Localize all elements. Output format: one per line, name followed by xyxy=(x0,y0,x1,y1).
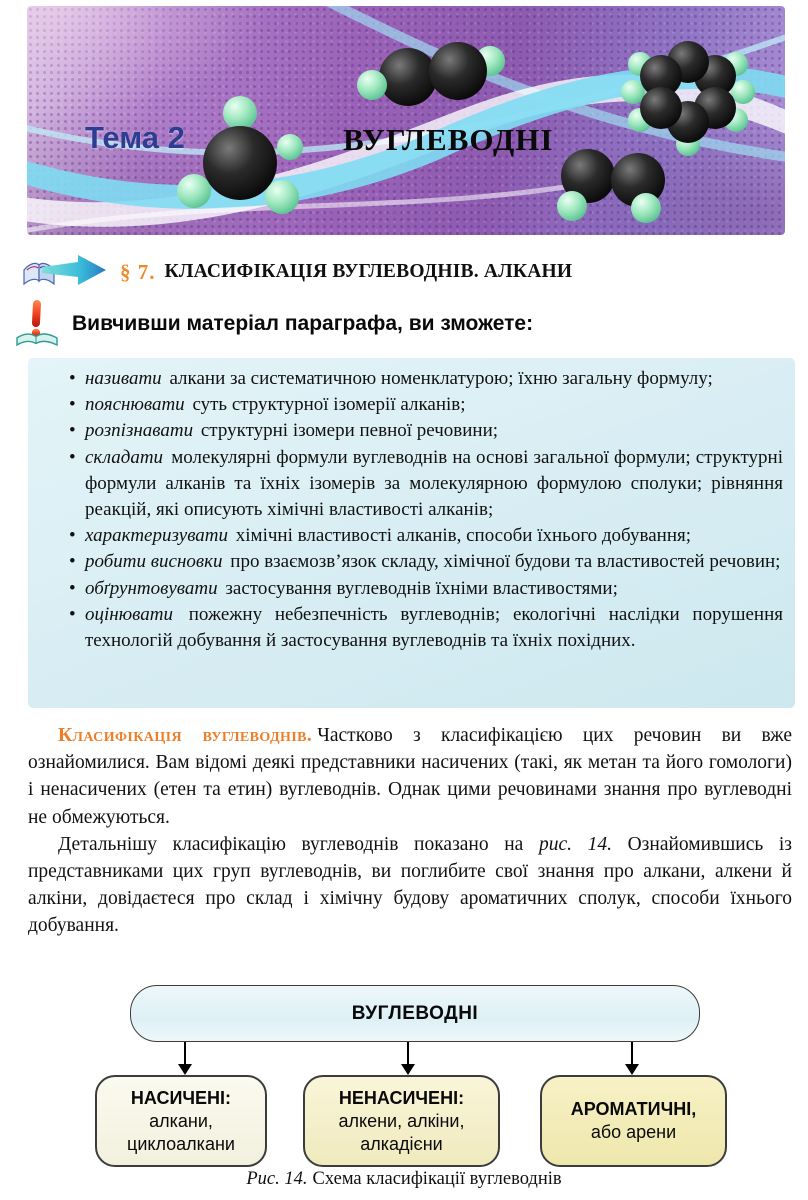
theme-label: Тема 2 xyxy=(85,120,185,155)
figure-box-aromatic xyxy=(540,1075,727,1167)
objectives-intro: Вивчивши матеріал параграфа, ви зможете: xyxy=(72,312,534,335)
paragraph-figure-reference xyxy=(28,831,792,940)
objective-verb: робити висновки xyxy=(85,551,223,573)
figure-box-line: алкани, xyxy=(149,1110,213,1131)
figure-caption-number: Рис. 14. xyxy=(246,1169,308,1189)
objective-verb: обґрунтовувати xyxy=(85,577,218,599)
objective-verb: розпізнавати xyxy=(85,420,194,442)
objective-item xyxy=(68,602,783,654)
figure-box-saturated xyxy=(95,1075,267,1167)
figure-box-line: циклоалкани xyxy=(127,1133,235,1154)
objective-item xyxy=(68,392,783,418)
objective-verb: складати xyxy=(85,446,164,468)
objective-verb: оцінювати xyxy=(85,603,173,625)
figure-root-box xyxy=(130,985,700,1042)
figure-box-title: НАСИЧЕНІ: xyxy=(130,1087,232,1108)
chapter-banner xyxy=(27,6,785,235)
objective-item xyxy=(68,445,783,524)
objective-text: суть структурної ізомерії алканів; xyxy=(192,394,466,416)
objective-verb: характеризувати xyxy=(85,525,229,547)
objective-verb: називати xyxy=(85,368,162,389)
paragraph-text: Детальнішу класифікацію вуглеводнів показано на xyxy=(58,833,539,855)
figure-box-line: алкени, алкіни, xyxy=(338,1110,465,1131)
section-number: § 7. xyxy=(120,259,156,284)
section-title: КЛАСИФІКАЦІЯ ВУГЛЕВОДНІВ. АЛКАНИ xyxy=(164,261,573,282)
objective-text: застосування вуглеводнів їхніми властивостями; xyxy=(225,577,618,599)
paragraph-text: Ознайомившись із представниками цих груп вуглеводнів, ви поглибите свої знання про алкани, алкени й алкіни, довідаєтеся про склад і хімічну будову ароматичних сполук, способи їхнього добування. xyxy=(28,833,793,937)
objective-item xyxy=(68,418,783,444)
figure-box-unsaturated xyxy=(303,1075,500,1167)
arrow-down-icon xyxy=(625,1042,639,1075)
figure-box-line: алкадієни xyxy=(360,1133,443,1154)
objective-text: пожежну небезпечність вуглеводнів; екологічні наслідки порушення технологій добування й застосування вуглеводнів та їхніх похідних. xyxy=(85,603,783,652)
figure-box-title: НЕНАСИЧЕНІ: xyxy=(338,1087,465,1108)
objective-item xyxy=(68,549,783,575)
objective-item xyxy=(68,576,783,602)
open-book-arrow-icon xyxy=(22,252,110,292)
objective-item xyxy=(68,366,783,392)
objectives-box xyxy=(28,358,795,708)
objective-text: алкани за систематичною номенклатурою; їхню загальну формулу; xyxy=(169,368,713,389)
figure-reference: рис. 14. xyxy=(538,833,612,855)
objective-text: структурні ізомери певної речовини; xyxy=(200,420,499,442)
chapter-title: ВУГЛЕВОДНІ xyxy=(343,122,554,157)
body-text xyxy=(28,722,792,940)
objectives-list xyxy=(28,358,795,654)
figure-caption-text: Схема класифікації вуглеводнів xyxy=(312,1169,562,1189)
objective-text: хімічні властивості алканів, способи їхнього добування; xyxy=(235,525,692,547)
objective-text: про взаємозв’язок складу, хімічної будови та властивостей речовин; xyxy=(230,551,781,573)
objectives-header xyxy=(15,299,533,349)
figure-box-line: або арени xyxy=(590,1122,677,1142)
molecule-methane xyxy=(177,96,303,214)
paragraph-classification xyxy=(28,722,792,831)
figure-14-diagram xyxy=(0,975,808,1200)
arrow-down-icon xyxy=(401,1042,415,1075)
paragraph-lead: Класифікація вуглеводнів. xyxy=(58,725,313,746)
objective-item xyxy=(68,523,783,549)
objective-text: молекулярні формули вуглеводнів на основі загальної формули; структурні формули алканів та їхніх ізомерів за молекулярною формулою сполуки; рівняння реакцій, які описують хімічні властивості алканів; xyxy=(85,446,783,521)
molecule-ethylene xyxy=(557,149,665,223)
figure-root-label: ВУГЛЕВОДНІ xyxy=(351,1002,479,1024)
figure-caption xyxy=(0,1169,808,1190)
section-heading xyxy=(22,252,572,292)
arrow-down-icon xyxy=(178,1042,192,1075)
paragraph-text: Частково з класифікацією цих речовин ви вже ознайомилися. Вам відомі деякі представники насичених (такі, як метан та його гомологи) і ненасичених (етен та етин) вуглеводнів. Однак цими речовинами знання про вуглеводні не обмежуються. xyxy=(28,725,792,828)
exclamation-book-icon xyxy=(15,299,59,349)
figure-box-title: АРОМАТИЧНІ, xyxy=(570,1099,697,1119)
objective-verb: пояснювати xyxy=(85,394,185,416)
